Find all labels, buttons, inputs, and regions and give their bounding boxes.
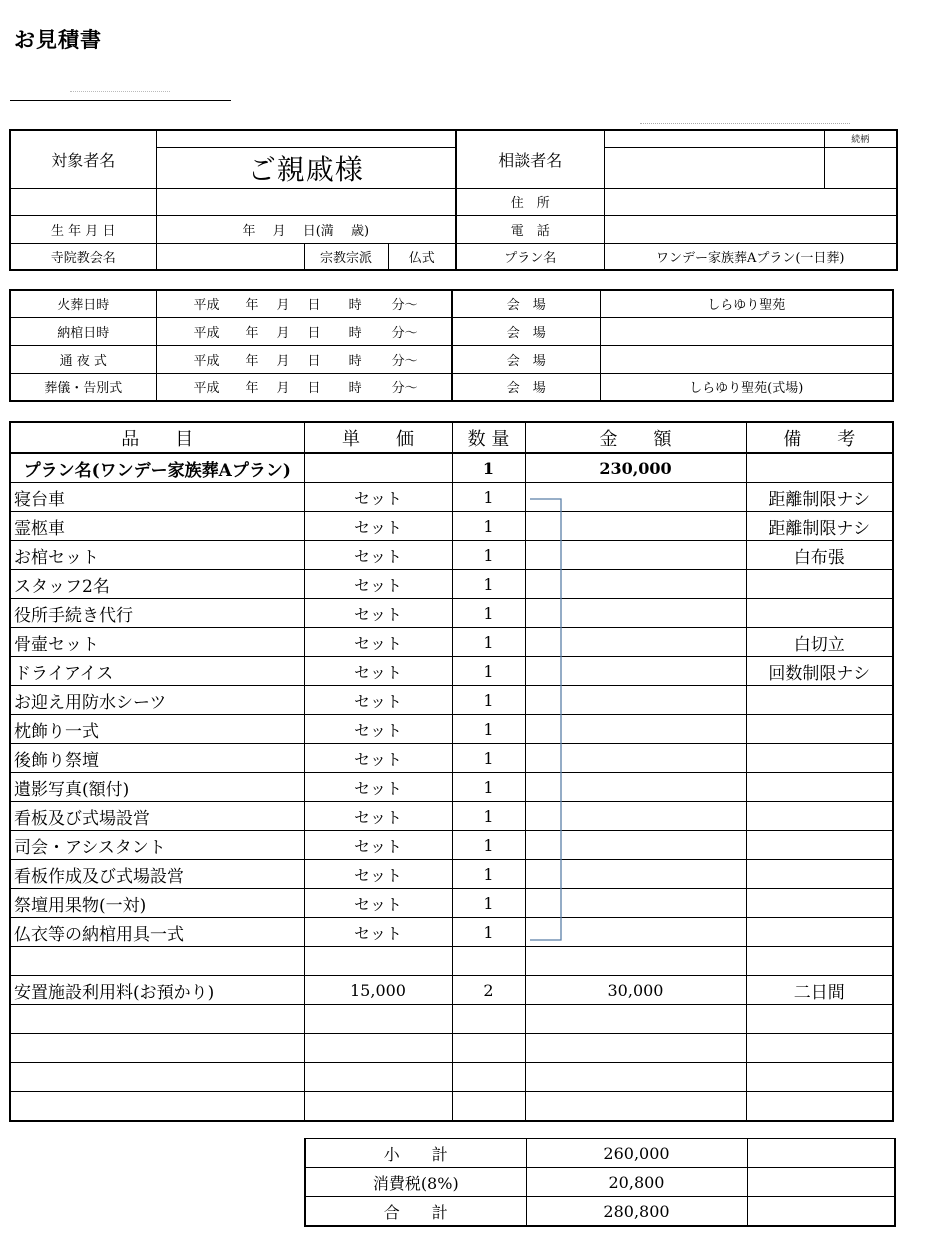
item-qty: 1 xyxy=(452,512,525,541)
table-row xyxy=(10,483,893,512)
item-remarks: 回数制限ナシ xyxy=(746,657,893,686)
included-items-bracket xyxy=(529,497,562,942)
header-amount: 金 額 xyxy=(525,422,746,453)
header-qty: 数 量 xyxy=(452,422,525,453)
consultant-furigana xyxy=(604,130,824,147)
total-value: 280,800 xyxy=(526,1197,747,1227)
item-name: お棺セット xyxy=(10,541,304,570)
item-unit-price: セット xyxy=(304,541,452,570)
plan-row-remarks xyxy=(746,453,893,483)
month-unit: 月 xyxy=(276,298,290,314)
item-unit-price: セット xyxy=(304,628,452,657)
minute-unit: 分〜 xyxy=(391,353,418,369)
table-row xyxy=(10,541,893,570)
item-unit-price: セット xyxy=(304,831,452,860)
table-row xyxy=(10,599,893,628)
item-amount: 30,000 xyxy=(525,976,746,1005)
item-name: 寝台車 xyxy=(10,483,304,512)
venue-value: しらゆり聖苑(式場) xyxy=(600,373,893,401)
item-unit-price: セット xyxy=(304,599,452,628)
year-unit: 年 xyxy=(245,353,259,369)
relation-label: 続柄 xyxy=(824,130,897,147)
header-remarks: 備 考 xyxy=(746,422,893,453)
minute-unit: 分〜 xyxy=(391,381,418,397)
item-name: 枕飾り一式 xyxy=(10,715,304,744)
phone-value xyxy=(604,215,897,243)
item-unit-price: セット xyxy=(304,773,452,802)
subtotal-label: 小 計 xyxy=(305,1139,526,1168)
era-text: 平成 xyxy=(193,381,220,397)
item-qty: 1 xyxy=(452,744,525,773)
subtotal-blank xyxy=(747,1139,895,1168)
address-value xyxy=(604,188,897,215)
item-unit-price: セット xyxy=(304,918,452,947)
venue-value xyxy=(600,317,893,345)
year-unit: 年 xyxy=(245,298,259,314)
item-name: ドライアイス xyxy=(10,657,304,686)
year-unit: 年 xyxy=(245,325,259,341)
day-unit: 日 xyxy=(307,353,321,369)
item-unit-price: セット xyxy=(304,715,452,744)
schedule-row xyxy=(10,290,893,317)
venue-value: しらゆり聖苑 xyxy=(600,290,893,317)
era-text: 平成 xyxy=(193,325,220,341)
table-row xyxy=(10,860,893,889)
item-unit-price xyxy=(304,1092,452,1122)
item-name: 骨壷セット xyxy=(10,628,304,657)
item-qty: 1 xyxy=(452,628,525,657)
item-name: 祭壇用果物(一対) xyxy=(10,889,304,918)
item-remarks: 二日間 xyxy=(746,976,893,1005)
phone-label: 電 話 xyxy=(456,215,604,243)
item-unit-price xyxy=(304,1063,452,1092)
item-name xyxy=(10,947,304,976)
schedule-row xyxy=(10,345,893,373)
item-amount xyxy=(525,1092,746,1122)
table-row xyxy=(10,1005,893,1034)
table-row xyxy=(10,831,893,860)
item-unit-price xyxy=(304,947,452,976)
hour-unit: 時 xyxy=(348,325,362,341)
item-remarks xyxy=(746,744,893,773)
item-name: 霊柩車 xyxy=(10,512,304,541)
plan-row-qty: 1 xyxy=(452,453,525,483)
target-name-label: 対象者名 xyxy=(10,130,156,188)
item-unit-price: セット xyxy=(304,512,452,541)
item-unit-price xyxy=(304,1005,452,1034)
table-row xyxy=(10,744,893,773)
tax-value: 20,800 xyxy=(526,1168,747,1197)
item-unit-price: セット xyxy=(304,860,452,889)
item-qty: 1 xyxy=(452,889,525,918)
plan-label: プラン名 xyxy=(456,243,604,270)
sect-value: 仏式 xyxy=(388,243,456,270)
item-remarks xyxy=(746,947,893,976)
sect-label: 宗教宗派 xyxy=(304,243,388,270)
birth-date-value: 年 月 日(満 歳) xyxy=(156,215,456,243)
item-remarks xyxy=(746,889,893,918)
item-unit-price: 15,000 xyxy=(304,976,452,1005)
item-name: 後飾り祭壇 xyxy=(10,744,304,773)
items-table xyxy=(9,421,894,1122)
venue-label: 会 場 xyxy=(452,290,600,317)
item-remarks xyxy=(746,918,893,947)
item-remarks xyxy=(746,1034,893,1063)
item-name xyxy=(10,1063,304,1092)
venue-label: 会 場 xyxy=(452,345,600,373)
hour-unit: 時 xyxy=(348,353,362,369)
item-name: 仏衣等の納棺用具一式 xyxy=(10,918,304,947)
era-text: 平成 xyxy=(193,353,220,369)
plan-value: ワンデー家族葬Aプラン(一日葬) xyxy=(604,243,897,270)
schedule-label: 通 夜 式 xyxy=(10,345,156,373)
item-remarks xyxy=(746,860,893,889)
schedule-datetime xyxy=(156,317,452,345)
month-unit: 月 xyxy=(276,353,290,369)
item-unit-price: セット xyxy=(304,686,452,715)
empty-cell xyxy=(10,188,156,215)
total-label: 合 計 xyxy=(305,1197,526,1227)
item-remarks xyxy=(746,802,893,831)
header-item: 品 目 xyxy=(10,422,304,453)
minute-unit: 分〜 xyxy=(391,298,418,314)
item-qty xyxy=(452,1063,525,1092)
faded-date-text xyxy=(70,91,170,98)
schedule-datetime xyxy=(156,345,452,373)
item-remarks xyxy=(746,715,893,744)
day-unit: 日 xyxy=(307,381,321,397)
item-unit-price: セット xyxy=(304,889,452,918)
table-row xyxy=(10,947,893,976)
table-row xyxy=(10,1063,893,1092)
day-unit: 日 xyxy=(307,298,321,314)
table-row xyxy=(10,802,893,831)
venue-label: 会 場 xyxy=(452,317,600,345)
item-remarks: 距離制限ナシ xyxy=(746,512,893,541)
item-amount xyxy=(525,1063,746,1092)
table-row xyxy=(10,773,893,802)
era-text: 平成 xyxy=(193,298,220,314)
address-label: 住 所 xyxy=(456,188,604,215)
faded-contact-text xyxy=(640,123,850,128)
item-remarks: 白布張 xyxy=(746,541,893,570)
item-remarks xyxy=(746,773,893,802)
relation-value xyxy=(824,147,897,188)
item-remarks xyxy=(746,599,893,628)
item-qty: 1 xyxy=(452,599,525,628)
item-name: 看板作成及び式場設営 xyxy=(10,860,304,889)
schedule-table xyxy=(9,289,894,402)
month-unit: 月 xyxy=(276,381,290,397)
item-remarks xyxy=(746,1092,893,1122)
item-name xyxy=(10,1092,304,1122)
item-remarks: 白切立 xyxy=(746,628,893,657)
item-name: 司会・アシスタント xyxy=(10,831,304,860)
item-amount xyxy=(525,1034,746,1063)
table-row xyxy=(10,657,893,686)
client-info-table xyxy=(9,129,898,271)
item-qty: 1 xyxy=(452,773,525,802)
tax-blank xyxy=(747,1168,895,1197)
table-row xyxy=(10,686,893,715)
item-unit-price: セット xyxy=(304,483,452,512)
item-name: 遺影写真(額付) xyxy=(10,773,304,802)
item-qty: 1 xyxy=(452,860,525,889)
item-qty: 1 xyxy=(452,831,525,860)
plan-row-name: プラン名(ワンデー家族葬Aプラン) xyxy=(10,453,304,483)
birth-date-label: 生 年 月 日 xyxy=(10,215,156,243)
table-row xyxy=(10,1092,893,1122)
item-qty xyxy=(452,1092,525,1122)
consultant-name-label: 相談者名 xyxy=(456,130,604,188)
hour-unit: 時 xyxy=(348,381,362,397)
item-unit-price: セット xyxy=(304,744,452,773)
schedule-label: 葬儀・告別式 xyxy=(10,373,156,401)
item-remarks xyxy=(746,570,893,599)
item-remarks xyxy=(746,686,893,715)
table-row xyxy=(10,512,893,541)
item-qty: 1 xyxy=(452,686,525,715)
plan-row-unit-price xyxy=(304,453,452,483)
item-amount xyxy=(525,1005,746,1034)
schedule-label: 納棺日時 xyxy=(10,317,156,345)
schedule-datetime xyxy=(156,373,452,401)
item-qty xyxy=(452,1034,525,1063)
item-remarks xyxy=(746,1005,893,1034)
item-name: 役所手続き代行 xyxy=(10,599,304,628)
day-unit: 日 xyxy=(307,325,321,341)
table-row xyxy=(10,918,893,947)
table-row xyxy=(10,628,893,657)
tax-label: 消費税(8%) xyxy=(305,1168,526,1197)
plan-row xyxy=(10,453,893,483)
venue-value xyxy=(600,345,893,373)
totals-table xyxy=(304,1138,896,1227)
table-row xyxy=(10,715,893,744)
temple-value xyxy=(156,243,304,270)
item-unit-price: セット xyxy=(304,657,452,686)
item-qty: 1 xyxy=(452,802,525,831)
subtotal-value: 260,000 xyxy=(526,1139,747,1168)
item-qty: 1 xyxy=(452,657,525,686)
item-qty: 2 xyxy=(452,976,525,1005)
date-underline xyxy=(10,100,231,101)
item-remarks xyxy=(746,831,893,860)
document-title: お見積書 xyxy=(14,28,102,52)
table-row xyxy=(10,889,893,918)
item-qty xyxy=(452,947,525,976)
header-unit-price: 単 価 xyxy=(304,422,452,453)
month-unit: 月 xyxy=(276,325,290,341)
target-name-value: ご親戚様 xyxy=(156,147,456,188)
hour-unit: 時 xyxy=(348,298,362,314)
table-row xyxy=(10,570,893,599)
schedule-row xyxy=(10,373,893,401)
table-row xyxy=(10,976,893,1005)
item-remarks xyxy=(746,1063,893,1092)
consultant-name-value xyxy=(604,147,824,188)
schedule-row xyxy=(10,317,893,345)
target-name-furigana xyxy=(156,130,456,147)
empty-cell xyxy=(156,188,456,215)
item-amount xyxy=(525,947,746,976)
item-qty: 1 xyxy=(452,483,525,512)
item-name: 看板及び式場設営 xyxy=(10,802,304,831)
item-unit-price: セット xyxy=(304,570,452,599)
venue-label: 会 場 xyxy=(452,373,600,401)
item-unit-price xyxy=(304,1034,452,1063)
item-qty: 1 xyxy=(452,541,525,570)
plan-row-amount: 230,000 xyxy=(525,453,746,483)
item-name: お迎え用防水シーツ xyxy=(10,686,304,715)
item-qty: 1 xyxy=(452,715,525,744)
total-blank xyxy=(747,1197,895,1227)
temple-label: 寺院教会名 xyxy=(10,243,156,270)
item-qty: 1 xyxy=(452,570,525,599)
table-row xyxy=(10,1034,893,1063)
year-unit: 年 xyxy=(245,381,259,397)
schedule-label: 火葬日時 xyxy=(10,290,156,317)
item-unit-price: セット xyxy=(304,802,452,831)
item-name xyxy=(10,1034,304,1063)
item-qty xyxy=(452,1005,525,1034)
schedule-datetime xyxy=(156,290,452,317)
item-name: 安置施設利用料(お預かり) xyxy=(10,976,304,1005)
item-name xyxy=(10,1005,304,1034)
item-remarks: 距離制限ナシ xyxy=(746,483,893,512)
item-name: スタッフ2名 xyxy=(10,570,304,599)
item-qty: 1 xyxy=(452,918,525,947)
minute-unit: 分〜 xyxy=(391,325,418,341)
